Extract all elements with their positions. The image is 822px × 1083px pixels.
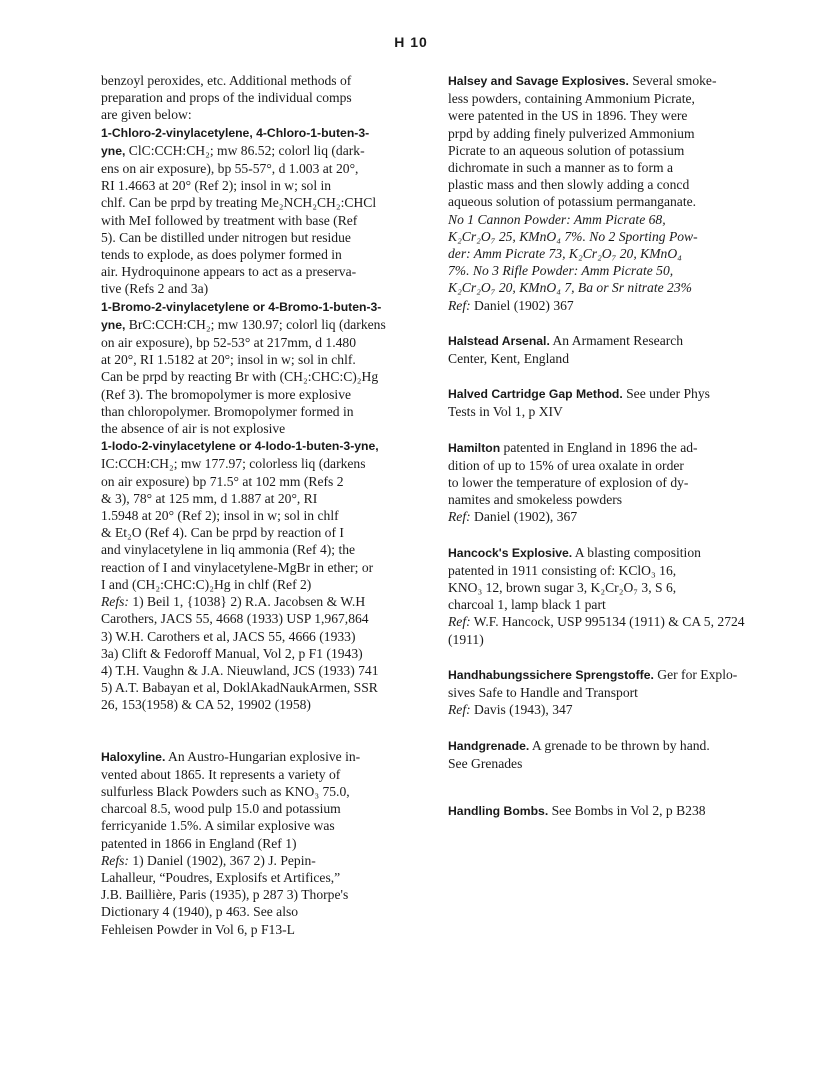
entry-title: Handgrenade. <box>448 738 530 753</box>
entry-handling-bombs <box>448 802 748 820</box>
entry-handhabungssichere <box>448 666 748 719</box>
entry-ref: Daniel (1902), 367 <box>470 509 578 525</box>
right-column <box>448 72 748 838</box>
ref-line: 4) T.H. Vaughn & J.A. Nieuwland, JCS (1933) 741 <box>101 662 379 678</box>
entry-iodo-vinylacetylene <box>101 437 401 593</box>
entry-handgrenade <box>448 737 748 772</box>
ref-line: 26, 153(1958) & CA 52, 19902 (1958) <box>101 697 311 713</box>
entry-bromo-vinylacetylene <box>101 298 401 438</box>
intro-text: benzoyl peroxides, etc. Additional methods of preparation and props of the individual comps are given below: <box>101 73 352 123</box>
entry-refs: 1) Daniel (1902), 367 2) J. Pepin- Lahalleur, “Poudres, Explosifs et Artifices,” J.B. Baillière, Paris (1935), p 287 3) Thorpe's Dictionary 4 (1940), p 463. See also Fehleisen Powder in Vol 6, p F13-L <box>101 852 349 937</box>
entry-body: See under Phys Tests in Vol 1, p XIV <box>448 386 710 420</box>
entry-title: Halstead Arsenal. <box>448 333 550 348</box>
entry-body: An Austro-Hungarian explosive in- vented about 1865. It represents a variety of sulfurless Black Powders such as KNO₃ 75.0, charcoal 8.5, wood pulp 15.0 and potassium ferricyanide 1.5%. A similar explosive was patented in 1866 in England (Ref 1) <box>101 748 361 851</box>
entry-title: Handhabungssichere Sprengstoffe. <box>448 667 654 682</box>
intro-paragraph <box>101 72 401 124</box>
entry-body: ClC:CCH:CH₂; mw 86.52; colorl liq (dark- ens on air exposure), bp 55-57°, d 1.003 at 20°, RI 1.4663 at 20° (Ref 2); insol in w; sol in chlf. Can be prpd by treating Me₂NCH₂CH₂:CHCl with MeI followed by treatment with base (Ref 5). Can be distilled under nitrogen but residue tends to explode, as does polymer formed in air. Hydroquinone appears to act as a preserva- tive (Refs 2 and 3a) <box>101 142 377 297</box>
entry-chloro-vinylacetylene <box>101 124 401 298</box>
ref-label: Ref: <box>448 614 471 630</box>
entry-halstead-arsenal <box>448 332 748 367</box>
entry-title: 1-Iodo-2-vinylacetylene or 4-Iodo-1-buten-3-yne, <box>101 439 379 454</box>
ref-line: 3a) Clift & Fedoroff Manual, Vol 2, p F1 (1943) <box>101 645 363 661</box>
entry-haloxyline <box>101 748 401 938</box>
entry-hancock-explosive <box>448 544 748 648</box>
entry-halsey-savage <box>448 72 748 314</box>
ref-line: 3) W.H. Carothers et al, JACS 55, 4666 (1933) <box>101 628 356 644</box>
left-column <box>101 72 401 956</box>
entry-body: A grenade to be thrown by hand. See Grenades <box>448 737 710 771</box>
ref-label: Ref: <box>448 509 471 525</box>
entry-title: Halved Cartridge Gap Method. <box>448 387 623 402</box>
entry-body: BrC:CCH:CH₂; mw 130.97; colorl liq (darkens on air exposure), bp 52-53° at 217mm, d 1.480 at 20°, RI 1.5182 at 20°; insol in w; sol in chlf. Can be prpd by reacting Br with (CH₂:CHC:C)₂Hg (Ref 3). The bromopolymer is more explosive than chloropolymer. Bromopolymer formed in the absence of air is not explosive <box>101 316 386 437</box>
ref-label: Ref: <box>448 702 471 718</box>
entry-title: 1-Chloro-2-vinylacetylene, 4-Chloro-1-buten-3- yne, <box>101 125 370 158</box>
entry-ref: Daniel (1902) 367 <box>470 297 574 313</box>
entry-title: Hamilton <box>448 440 501 455</box>
entry-title: Hancock's Explosive. <box>448 545 573 560</box>
entry-body: A blasting composition patented in 1911 consisting of: KClO₃ 16, KNO₃ 12, brown sugar 3, K₂Cr₂O₇ 3, S 6, charcoal 1, lamp black 1 part <box>448 544 701 613</box>
ref-line: Carothers, JACS 55, 4668 (1933) USP 1,967,864 <box>101 611 369 627</box>
ref-label: Ref: <box>448 297 471 313</box>
entry-body: Several smoke- less powders, containing Ammonium Picrate, were patented in the US in 1896. They were prpd by adding finely pulverized Ammonium Picrate to an aqueous solution of potassium dichromate in such a manner as to form a plastic mass and then slowly adding a concd aqueous solution of potassium permanganate. <box>448 73 717 210</box>
ref-line: 1) Beil 1, {1038} 2) R.A. Jacobsen & W.H <box>128 594 366 610</box>
entry-title: Halsey and Savage Explosives. <box>448 74 629 88</box>
entry-body: Ger for Explo- sives Safe to Handle and Transport <box>448 666 738 701</box>
entry-body: IC:CCH:CH₂; mw 177.97; colorless liq (darkens on air exposure) bp 71.5° at 102 mm (Refs 2 & 3), 78° at 125 mm, d 1.887 at 20°, RI 1.5948 at 20° (Ref 2); insol in w; sol in chlf & Et₂O (Ref 4). Can be prpd by reaction of I and vinylacetylene in liq ammonia (Ref 4); the reaction of I and vinylacetylene-MgBr in ether; or I and (CH₂:CHC:C)₂Hg in chlf (Ref 2) <box>101 456 374 592</box>
entry-title: 1-Bromo-2-vinylacetylene or 4-Bromo-1-buten-3- yne, <box>101 299 382 332</box>
entry-ref: Davis (1943), 347 <box>470 702 573 718</box>
entry-formulas: No 1 Cannon Powder: Amm Picrate 68, K₂Cr₂O₇ 25, KMnO₄ 7%. No 2 Sporting Pow- der: Amm Picrate 73, K₂Cr₂O₇ 20, KMnO₄ 7%. No 3 Rifle Powder: Amm Picrate 50, K₂Cr₂O₇ 20, KMnO₄ 7, Ba or Sr nitrate 23% <box>448 211 698 296</box>
entry-body: See Bombs in Vol 2, p B238 <box>548 802 706 818</box>
entry-hamilton <box>448 439 748 526</box>
page-number: H 10 <box>394 34 428 50</box>
refs-label: Refs: <box>101 594 129 610</box>
entry-halved-cartridge <box>448 385 748 420</box>
entry-title: Handling Bombs. <box>448 803 549 818</box>
iodo-references <box>101 593 401 713</box>
entry-body: patented in England in 1896 the ad- dition of up to 15% of urea oxalate in order to lower the temperature of explosion of dy- namites and smokeless powders <box>448 439 698 508</box>
refs-label: Refs: <box>101 852 129 868</box>
entry-title: Haloxyline. <box>101 749 166 764</box>
entry-ref: W.F. Hancock, USP 995134 (1911) & CA 5, 2724 (1911) <box>448 614 745 647</box>
ref-line: 5) A.T. Babayan et al, DoklAkadNaukArmen, SSR <box>101 680 378 696</box>
entry-body: An Armament Research Center, Kent, England <box>448 332 684 367</box>
